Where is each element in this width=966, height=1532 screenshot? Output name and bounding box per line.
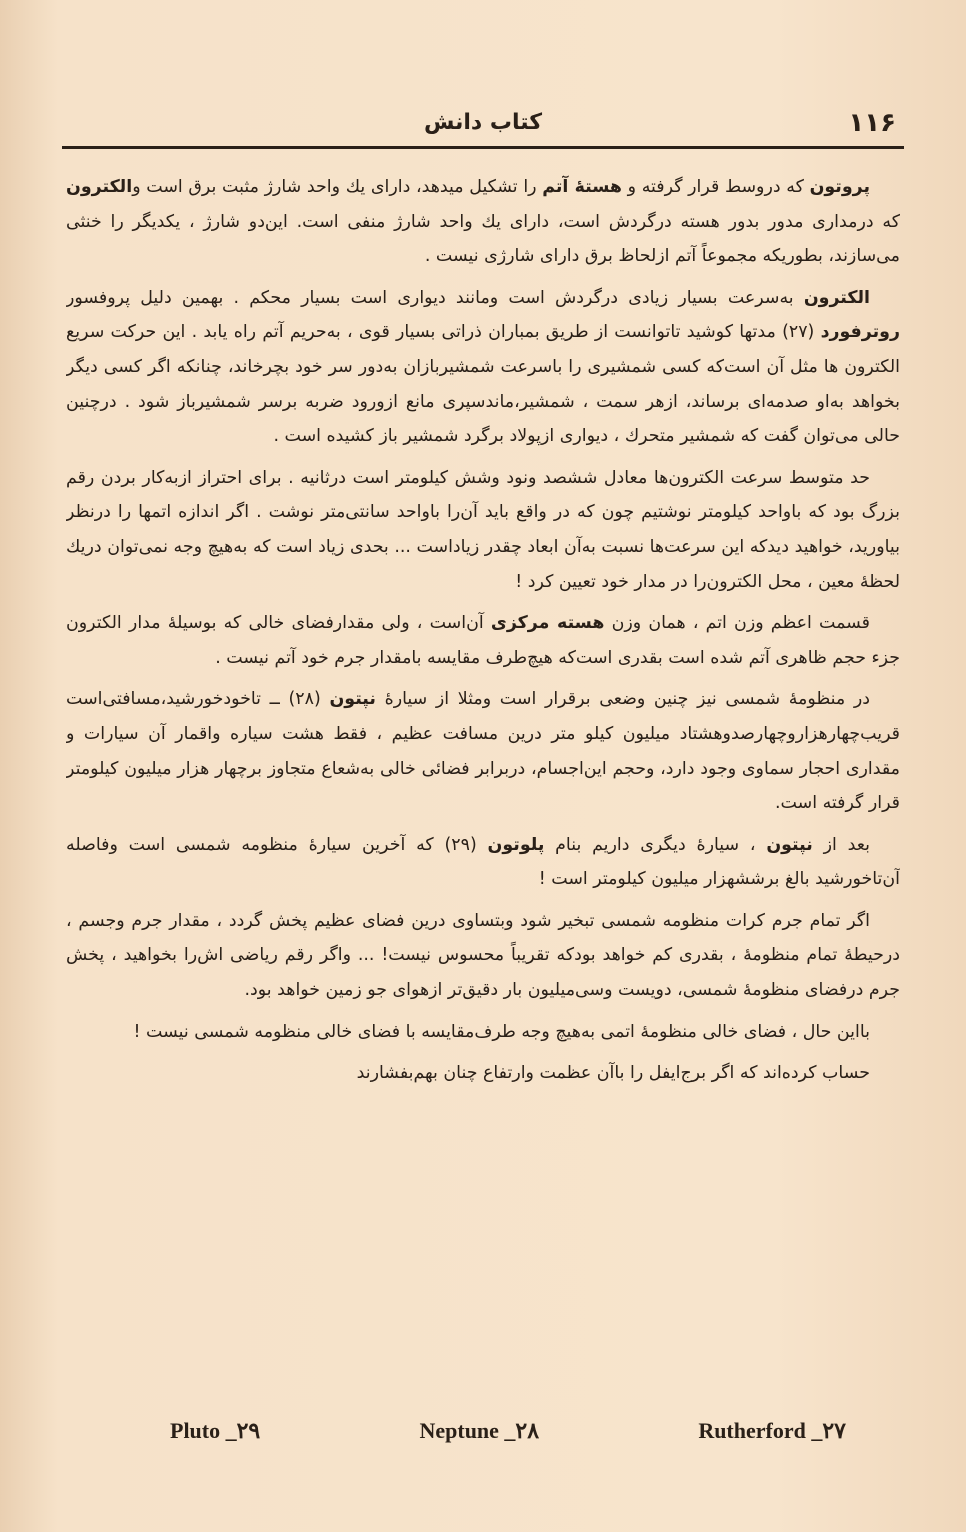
bold-term: هستهٔ آتم (542, 177, 622, 197)
page-number: ۱۱۶ (848, 108, 896, 138)
text-run: (۲۹) که آخرین سیارهٔ منظومه شمسی است وفاصله آن‌تاخورشید بالغ برششهزار میلیون کیلومتر است ! (66, 834, 900, 890)
bold-term: روترفورد (820, 322, 900, 343)
running-title: کتاب دانش (424, 110, 542, 135)
bold-term: الکترون (66, 177, 133, 197)
paragraph (66, 828, 900, 897)
text-run: آن‌است ، ولی مقدارفضای خالی که بوسیلهٔ مدار الکترون جزء حجم ظاهری آتم شده است بقدری است‌که هیچ‌طرف مقایسه بامقدار جرم خود آتم نیست . (66, 613, 900, 668)
bold-term: پلوتون (487, 834, 545, 855)
bold-term: هسته مرکزی (490, 613, 605, 634)
text-run: قسمت اعظم وزن اتم ، همان وزن (604, 613, 870, 634)
paragraph (66, 170, 900, 274)
text-run: حد متوسط سرعت الکترون‌ها معادل ششصد ونود وشش کیلومتر است درثانیه . برای احتراز ازبه‌کار بردن رقم بزرگ بود که باواحد کیلومتر نوشتیم چون که در واقع باید آن‌را باواحد سانتی‌متر نوشت . اگر اندازه اتمها را درنظر بیاورید، خواهید دیدکه این سرعت‌ها نسبت به‌آن ابعاد چقدر زیاداست ... بحدی زیاد است که به‌هیچ وجه نمی‌توان دریك لحظهٔ معین ، محل الکترون‌را در مدار خود تعیین کرد ! (66, 467, 900, 592)
paragraph (66, 1015, 900, 1050)
paragraph (66, 1056, 900, 1091)
text-run: به‌سرعت بسیار زیادی درگردش است ومانند دیواری است بسیار محکم . بهمین دلیل پروفسور (66, 287, 804, 308)
text-run: بااین حال ، فضای خالی منظومهٔ اتمی به‌هیچ وجه طرف‌مقایسه با فضای خالی منظومه شمسی نیست ! (133, 1021, 870, 1042)
header-rule (62, 146, 904, 149)
text-run: در منظومهٔ شمسی نیز چنین وضعی برقرار است ومثلا از سیارهٔ (375, 689, 870, 710)
footnote-neptune: Neptune _۲۸ (419, 1418, 540, 1443)
text-run: که دروسط قرار گرفته و (621, 177, 810, 197)
paragraph (66, 682, 900, 820)
bold-term: الکترون (803, 287, 870, 308)
bold-term: نپتون (329, 689, 376, 710)
footnote-pluto: Pluto _۲۹ (170, 1418, 261, 1443)
text-run: که درمداری مدور بدور هسته درگردش است، دارای یك واحد شارژ منفی است. این‌دو شارژ ، یکدیگر را خنثی می‌سازند، بطوریکه مجموعاً آتم ازلحاظ برق دارای شارژی نیست . (66, 211, 900, 267)
paragraph (66, 904, 900, 1008)
text-run: (۲۸) ــ تاخودخورشید،مسافتی‌است قریب‌چهارهزاروچهارصدوهشتاد میلیون کیلو متر درین مسافت عظیم ، فقط هشت سیاره واقمار آن سیارات و مقداری احجار سماوی وجود دارد، وحجم این‌اجسام، دربرابر فضائی خالی به‌شعاع متجاوز برچهار هزار میلیون کیلومتر قرار گرفته است. (66, 689, 900, 814)
bold-term: پروتون (809, 177, 870, 197)
paragraph (66, 606, 900, 675)
footnotes (170, 1418, 846, 1454)
paragraph (66, 461, 900, 599)
text-run: اگر تمام جرم کرات منظومه شمسی تبخیر شود وبتساوی درین فضای عظیم پخش گردد ، مقدار جرم وجسم ، درحیطهٔ تمام منظومهٔ ، بقدری کم خواهد بودکه تقریباً محسوس نیست! ... واگر رقم ریاضی اش‌را بخواهید ، پخش جرم درفضای منظومهٔ شمسی، دویست وسی‌میلیون بار دقیق‌تر ازهوای جو زمین خواهد بود. (66, 910, 900, 1001)
bold-term: نپتون (766, 834, 813, 855)
text-run: (۲۷) مدتها کوشید تاتوانست از طریق بمباران ذراتی بسیار قوی ، به‌حریم آتم راه یابد . این حرکت سریع الکترون ها مثل آن است‌که کسی شمشیری را باسرعت شمشیربازان به‌دور سر خود بچرخاند، چنانکه اگر کسی دیگر بخواهد به‌او صدمه‌ای برساند، ازهر سمت ، شمشیر،ماندسپری مانع ازورود ضربه برسر شمشیرباز شود . درچنین حالی می‌توان گفت که شمشیر متحرك ، دیواری ازپولاد برگرد شمشیر باز کشیده است . (66, 322, 900, 447)
text-run: را تشکیل میدهد، دارای یك واحد شارژ مثبت برق است و (132, 177, 543, 197)
text-run: ، سیارهٔ دیگری داریم بنام (544, 834, 767, 855)
page-header (62, 108, 904, 148)
body-text (66, 170, 900, 1390)
footnote-rutherford: Rutherford _۲۷ (698, 1418, 846, 1443)
paragraph (66, 281, 900, 454)
text-run: بعد از (812, 834, 870, 855)
text-run: حساب کرده‌اند که اگر برج‌ایفل را باآن عظمت وارتفاع چنان بهم‌بفشارند (356, 1063, 870, 1084)
